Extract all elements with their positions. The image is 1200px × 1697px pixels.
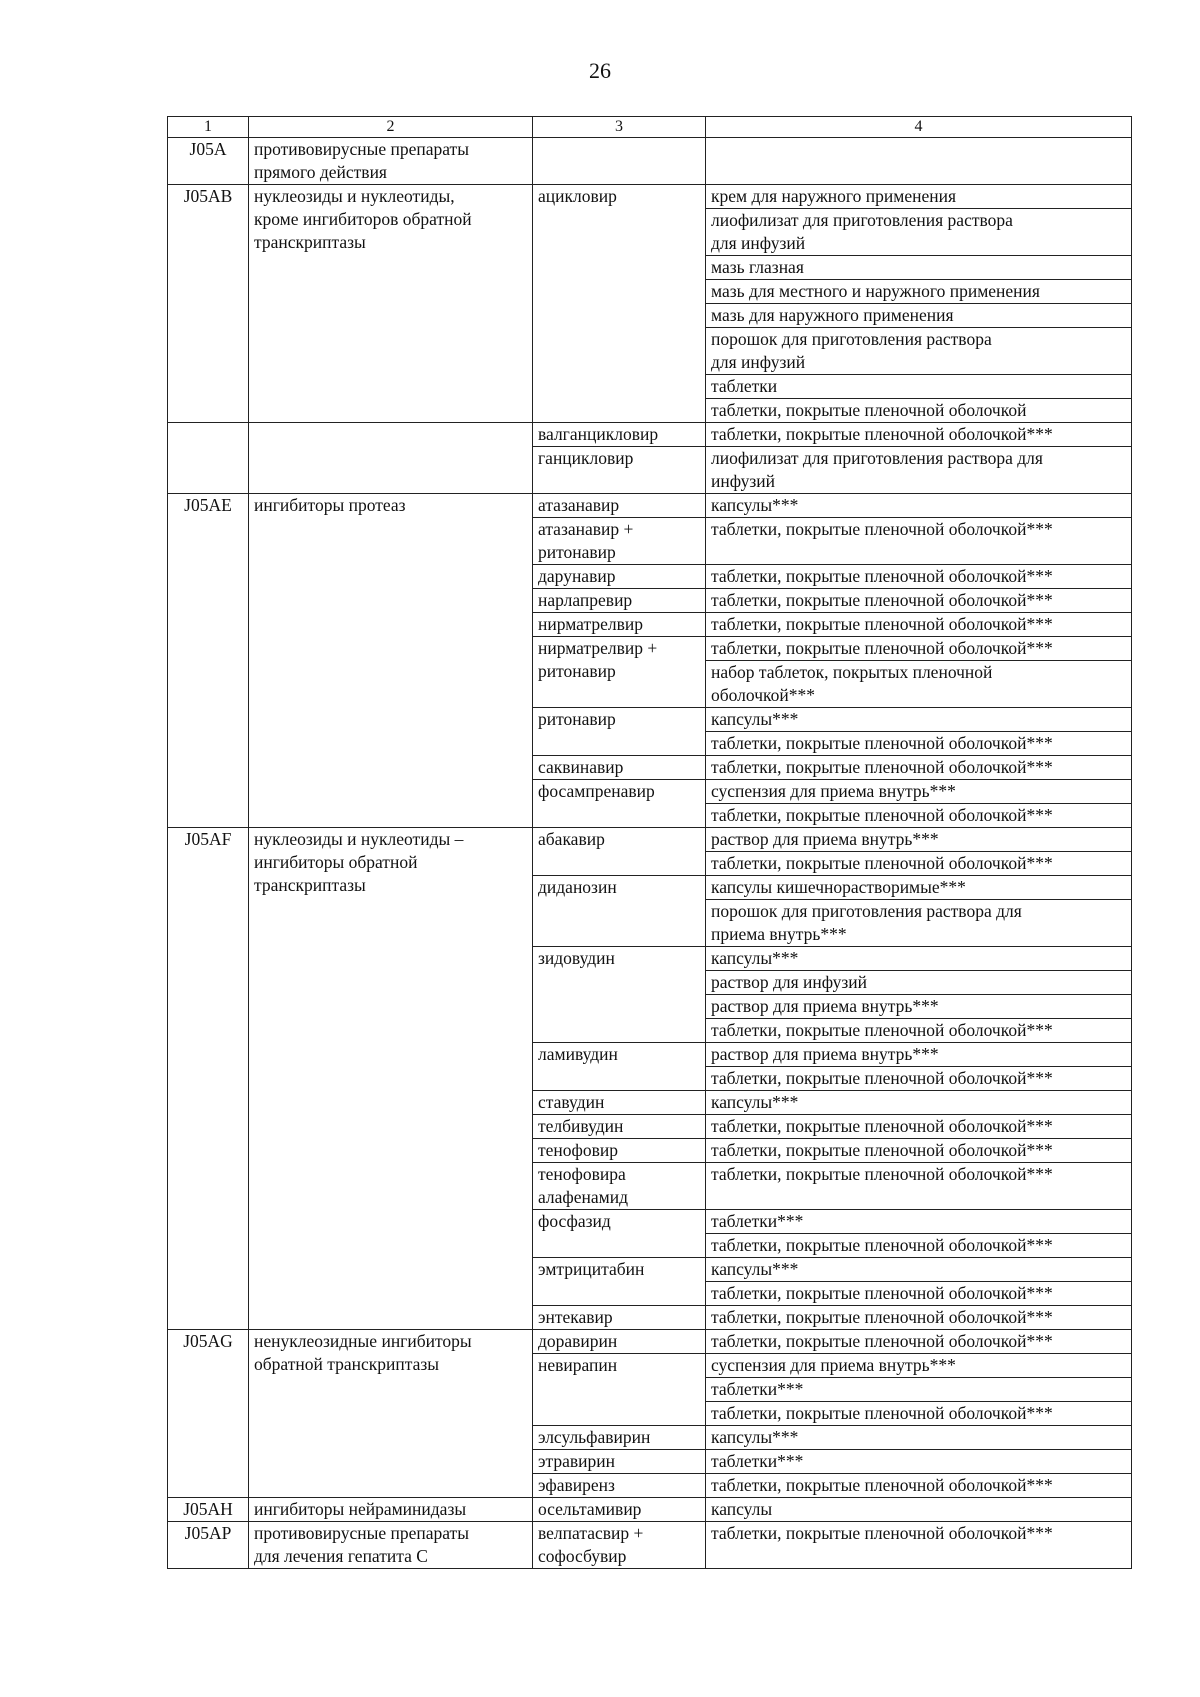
table-row	[168, 1330, 1132, 1354]
table-row	[168, 423, 1132, 447]
dosage-form: капсулы***	[706, 1091, 1132, 1115]
drug-name: валганцикловир	[533, 423, 706, 447]
drug-name: атазанавир + ритонавир	[533, 518, 706, 565]
dosage-form: таблетки, покрытые пленочной оболочкой***	[706, 1019, 1132, 1043]
drug-name: ставудин	[533, 1091, 706, 1115]
drug-name: ацикловир	[533, 185, 706, 423]
drug-name: зидовудин	[533, 947, 706, 1043]
drug-name: осельтамивир	[533, 1498, 706, 1522]
drug-name: ламивудин	[533, 1043, 706, 1091]
dosage-form: таблетки, покрытые пленочной оболочкой***	[706, 1067, 1132, 1091]
drug-name: тенофовира алафенамид	[533, 1163, 706, 1210]
dosage-form: таблетки, покрытые пленочной оболочкой***	[706, 1282, 1132, 1306]
dosage-form: лиофилизат для приготовления раствора для инфузий	[706, 447, 1132, 494]
dosage-form: таблетки***	[706, 1378, 1132, 1402]
atc-code	[168, 423, 249, 494]
dosage-form: капсулы***	[706, 708, 1132, 732]
drug-name: невирапин	[533, 1354, 706, 1426]
drug-name: нарлапревир	[533, 589, 706, 613]
dosage-form: таблетки, покрытые пленочной оболочкой***	[706, 756, 1132, 780]
dosage-form: мазь для наружного применения	[706, 304, 1132, 328]
dosage-form: капсулы кишечнорастворимые***	[706, 876, 1132, 900]
dosage-form: капсулы***	[706, 1258, 1132, 1282]
dosage-form: таблетки, покрытые пленочной оболочкой***	[706, 518, 1132, 565]
group-name: нуклеозиды и нуклеотиды – ингибиторы обратной транскриптазы	[249, 828, 533, 1330]
dosage-form: таблетки, покрытые пленочной оболочкой***	[706, 1234, 1132, 1258]
atc-code: J05AF	[168, 828, 249, 1330]
group-name: ингибиторы нейраминидазы	[249, 1498, 533, 1522]
group-name: ингибиторы протеаз	[249, 494, 533, 828]
drug-name: эфавиренз	[533, 1474, 706, 1498]
dosage-form: таблетки, покрытые пленочной оболочкой***	[706, 1163, 1132, 1210]
drug-name: нирматрелвир	[533, 613, 706, 637]
drug-name: дарунавир	[533, 565, 706, 589]
drug-name: велпатасвир + софосбувир	[533, 1522, 706, 1569]
dosage-form: суспензия для приема внутрь***	[706, 780, 1132, 804]
group-name: нуклеозиды и нуклеотиды, кроме ингибиторов обратной транскриптазы	[249, 185, 533, 423]
dosage-form: таблетки***	[706, 1450, 1132, 1474]
drug-name	[533, 138, 706, 185]
drug-name: эмтрицитабин	[533, 1258, 706, 1306]
atc-code: J05A	[168, 138, 249, 185]
table-row	[168, 828, 1132, 852]
dosage-form: таблетки, покрытые пленочной оболочкой***	[706, 423, 1132, 447]
dosage-form: капсулы***	[706, 494, 1132, 518]
dosage-form: таблетки, покрытые пленочной оболочкой***	[706, 1139, 1132, 1163]
drug-name: телбивудин	[533, 1115, 706, 1139]
drug-name: этравирин	[533, 1450, 706, 1474]
header-row	[168, 117, 1132, 138]
dosage-form: таблетки, покрытые пленочной оболочкой***	[706, 589, 1132, 613]
dosage-form: таблетки***	[706, 1210, 1132, 1234]
dosage-form: таблетки, покрытые пленочной оболочкой***	[706, 1522, 1132, 1569]
table-row	[168, 185, 1132, 209]
dosage-form: таблетки	[706, 375, 1132, 399]
dosage-form: капсулы***	[706, 947, 1132, 971]
dosage-form	[706, 138, 1132, 185]
dosage-form: таблетки, покрытые пленочной оболочкой***	[706, 1330, 1132, 1354]
drug-name: фосампренавир	[533, 780, 706, 828]
dosage-form: набор таблеток, покрытых пленочной оболочкой***	[706, 661, 1132, 708]
drug-name: атазанавир	[533, 494, 706, 518]
table-row	[168, 138, 1132, 185]
dosage-form: раствор для приема внутрь***	[706, 995, 1132, 1019]
dosage-form: суспензия для приема внутрь***	[706, 1354, 1132, 1378]
dosage-form: раствор для приема внутрь***	[706, 1043, 1132, 1067]
drug-table	[167, 116, 1132, 1569]
drug-name: нирматрелвир + ритонавир	[533, 637, 706, 708]
dosage-form: мазь глазная	[706, 256, 1132, 280]
dosage-form: крем для наружного применения	[706, 185, 1132, 209]
dosage-form: таблетки, покрытые пленочной оболочкой***	[706, 1402, 1132, 1426]
atc-code: J05AH	[168, 1498, 249, 1522]
drug-name: абакавир	[533, 828, 706, 876]
dosage-form: порошок для приготовления раствора для приема внутрь***	[706, 900, 1132, 947]
dosage-form: таблетки, покрытые пленочной оболочкой***	[706, 637, 1132, 661]
column-header: 2	[249, 117, 533, 138]
drug-name: ганцикловир	[533, 447, 706, 494]
drug-name: энтекавир	[533, 1306, 706, 1330]
table-row	[168, 494, 1132, 518]
dosage-form: таблетки, покрытые пленочной оболочкой***	[706, 1115, 1132, 1139]
table-row	[168, 1522, 1132, 1569]
dosage-form: таблетки, покрытые пленочной оболочкой***	[706, 852, 1132, 876]
table-row	[168, 1498, 1132, 1522]
dosage-form: таблетки, покрытые пленочной оболочкой***	[706, 804, 1132, 828]
atc-code: J05AG	[168, 1330, 249, 1498]
atc-code: J05AP	[168, 1522, 249, 1569]
drug-name: фосфазид	[533, 1210, 706, 1258]
atc-code: J05AB	[168, 185, 249, 423]
dosage-form: раствор для инфузий	[706, 971, 1132, 995]
page-number: 26	[589, 58, 611, 83]
dosage-form: таблетки, покрытые пленочной оболочкой	[706, 399, 1132, 423]
dosage-form: лиофилизат для приготовления раствора для инфузий	[706, 209, 1132, 256]
dosage-form: мазь для местного и наружного применения	[706, 280, 1132, 304]
column-header: 4	[706, 117, 1132, 138]
group-name	[249, 423, 533, 494]
dosage-form: порошок для приготовления раствора для инфузий	[706, 328, 1132, 375]
dosage-form: таблетки, покрытые пленочной оболочкой***	[706, 1474, 1132, 1498]
drug-name: саквинавир	[533, 756, 706, 780]
dosage-form: таблетки, покрытые пленочной оболочкой***	[706, 732, 1132, 756]
dosage-form: капсулы	[706, 1498, 1132, 1522]
group-name: противовирусные препараты прямого действия	[249, 138, 533, 185]
drug-name: ритонавир	[533, 708, 706, 756]
drug-name: элсульфавирин	[533, 1426, 706, 1450]
group-name: противовирусные препараты для лечения гепатита С	[249, 1522, 533, 1569]
column-header: 1	[168, 117, 249, 138]
dosage-form: раствор для приема внутрь***	[706, 828, 1132, 852]
atc-code: J05AE	[168, 494, 249, 828]
drug-name: диданозин	[533, 876, 706, 947]
dosage-form: таблетки, покрытые пленочной оболочкой***	[706, 1306, 1132, 1330]
dosage-form: капсулы***	[706, 1426, 1132, 1450]
drug-name: тенофовир	[533, 1139, 706, 1163]
column-header: 3	[533, 117, 706, 138]
dosage-form: таблетки, покрытые пленочной оболочкой***	[706, 565, 1132, 589]
group-name: ненуклеозидные ингибиторы обратной транскриптазы	[249, 1330, 533, 1498]
dosage-form: таблетки, покрытые пленочной оболочкой***	[706, 613, 1132, 637]
drug-name: доравирин	[533, 1330, 706, 1354]
